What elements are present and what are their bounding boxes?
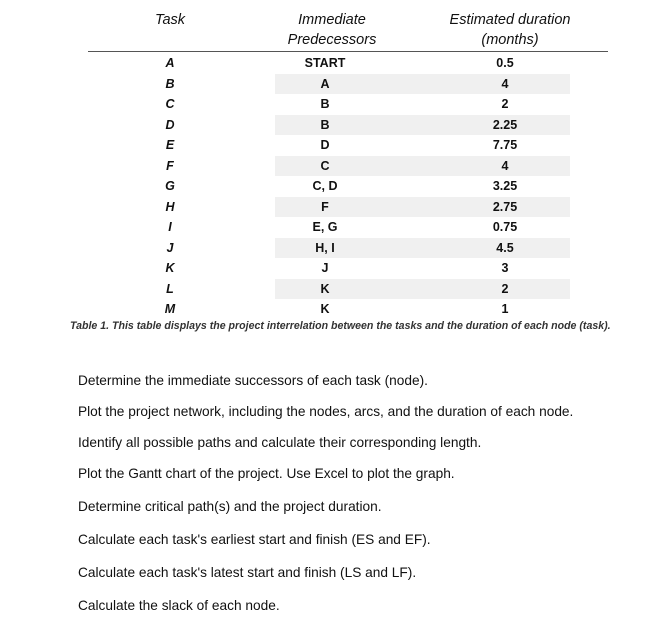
duration-cell: 2.25 — [492, 117, 518, 132]
predecessor-cell: B — [320, 97, 330, 111]
header-duration — [420, 10, 600, 50]
task-cell: G — [165, 179, 175, 193]
table-row — [0, 74, 661, 95]
table-row — [0, 135, 661, 156]
task-cell: M — [164, 302, 176, 316]
task-cell: K — [165, 261, 175, 275]
header-dur-line1: Estimated duration — [449, 12, 571, 28]
table-caption: Table 1. This table displays the project interrelation between the tasks and the duration of each node (task). — [70, 320, 611, 332]
predecessor-cell: J — [321, 261, 329, 275]
task-cell: D — [165, 117, 175, 132]
predecessor-cell: C — [320, 158, 330, 173]
question-item: Calculate each task's earliest start and finish (ES and EF). — [78, 532, 431, 547]
task-cell: J — [166, 240, 174, 255]
question-item: Determine the immediate successors of each task (node). — [78, 373, 428, 388]
header-divider — [88, 51, 608, 52]
table-row — [0, 197, 661, 218]
predecessor-cell: H, I — [315, 240, 335, 255]
header-task — [140, 10, 200, 30]
duration-cell: 4 — [501, 158, 509, 173]
table-row — [0, 279, 661, 300]
header-predecessors — [262, 10, 402, 50]
table-row — [0, 299, 661, 320]
duration-cell: 1 — [501, 302, 509, 316]
question-item: Calculate each task's latest start and finish (LS and LF). — [78, 565, 417, 580]
predecessor-cell: B — [320, 117, 330, 132]
table-row — [0, 217, 661, 238]
duration-cell: 3.25 — [492, 179, 518, 193]
question-item: Determine critical path(s) and the project duration. — [78, 499, 382, 514]
question-item: Calculate the slack of each node. — [78, 598, 280, 613]
table-row — [0, 94, 661, 115]
question-item: Identify all possible paths and calculate their corresponding length. — [78, 435, 482, 450]
task-cell: L — [166, 281, 174, 296]
table-row — [0, 176, 661, 197]
header-pred-line2: Predecessors — [287, 32, 377, 48]
table-row — [0, 115, 661, 136]
predecessor-cell: A — [320, 76, 330, 91]
header-task-label: Task — [154, 12, 186, 28]
header-dur-line2: (months) — [481, 32, 539, 48]
predecessor-cell: F — [321, 199, 329, 214]
task-cell: E — [165, 138, 175, 152]
task-table — [0, 53, 661, 320]
task-cell: I — [168, 220, 172, 234]
predecessor-cell: E, G — [312, 220, 338, 234]
task-cell: B — [165, 76, 175, 91]
duration-cell: 2 — [501, 97, 509, 111]
duration-cell: 2 — [501, 281, 509, 296]
duration-cell: 4.5 — [496, 240, 514, 255]
duration-cell: 0.75 — [492, 220, 518, 234]
duration-cell: 7.75 — [492, 138, 518, 152]
table-row — [0, 53, 661, 74]
duration-cell: 3 — [501, 261, 509, 275]
predecessor-cell: K — [320, 281, 330, 296]
table-row — [0, 258, 661, 279]
predecessor-cell: K — [320, 302, 330, 316]
table-row — [0, 238, 661, 259]
predecessor-cell: C, D — [312, 179, 338, 193]
predecessor-cell: D — [320, 138, 330, 152]
duration-cell: 0.5 — [496, 56, 514, 70]
question-item: Plot the project network, including the nodes, arcs, and the duration of each node. — [78, 404, 574, 419]
predecessor-cell: START — [304, 56, 346, 70]
duration-cell: 2.75 — [492, 199, 518, 214]
task-cell: A — [165, 56, 175, 70]
task-cell: C — [165, 97, 175, 111]
duration-cell: 4 — [501, 76, 509, 91]
task-cell: H — [165, 199, 175, 214]
task-cell: F — [166, 158, 174, 173]
question-item: Plot the Gantt chart of the project. Use Excel to plot the graph. — [78, 466, 455, 481]
table-row — [0, 156, 661, 177]
header-pred-line1: Immediate — [298, 12, 366, 28]
